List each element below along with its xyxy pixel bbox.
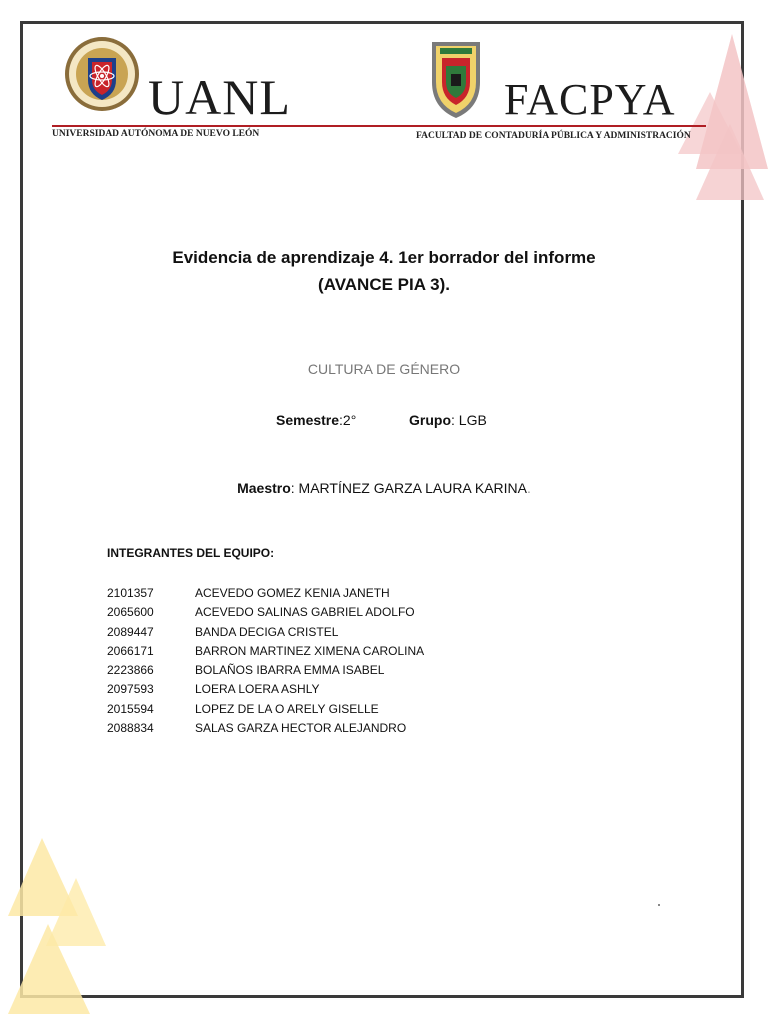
list-item [107,642,424,661]
grupo-label: Grupo [409,412,451,428]
facpya-seal-icon [424,38,488,120]
member-name: BARRON MARTINEZ XIMENA CAROLINA [195,643,425,658]
list-item [107,661,424,680]
list-item [107,680,424,699]
facpya-full-name: FACULTAD DE CONTADURÍA PÚBLICA Y ADMINISTRACIÓN [416,131,691,141]
semestre-field [276,412,356,428]
member-id: 2066171 [107,643,154,658]
semestre-value: :2° [339,412,357,428]
member-id: 2101357 [107,586,154,600]
member-name: BANDA DECIGA CRISTEL [195,624,339,639]
member-id: 2065600 [107,605,154,620]
grupo-value: : LGB [451,412,487,428]
stray-mark [658,904,660,906]
page-frame [20,21,744,998]
list-item [107,603,424,622]
list-item [107,584,424,603]
uanl-full-name: UNIVERSIDAD AUTÓNOMA DE NUEVO LEÓN [52,129,260,139]
member-id: 2097593 [107,682,154,697]
decorative-triangles-red [670,34,768,204]
member-name: SALAS GARZA HECTOR ALEJANDRO [195,721,407,736]
grupo-field [409,412,487,428]
list-item [107,700,424,719]
title-line-1: Evidencia de aprendizaje 4. 1er borrador del informe [172,248,596,267]
list-item [107,623,424,642]
uanl-seal-icon [64,36,140,112]
member-name: LOPEZ DE LA O ARELY GISELLE [195,701,379,716]
member-name: ACEVEDO GOMEZ KENIA JANETH [195,586,390,600]
member-id: 2015594 [107,701,154,716]
member-name: LOERA LOERA ASHLY [195,682,320,697]
maestro-trail: . [527,480,531,496]
subject-name: CULTURA DE GÉNERO [307,361,461,377]
maestro-label: Maestro [237,480,291,496]
maestro-value: : MARTÍNEZ GARZA LAURA KARINA [290,480,528,496]
team-title: INTEGRANTES DEL EQUIPO: [107,546,275,560]
list-item [107,719,424,738]
uanl-wordmark: UANL [148,69,291,125]
header-divider [274,125,706,127]
member-id: 2089447 [107,624,154,639]
document-title [100,244,668,298]
uanl-divider [52,125,274,127]
facpya-wordmark: FACPYA [504,75,676,124]
member-name: ACEVEDO SALINAS GABRIEL ADOLFO [195,605,415,620]
member-name: BOLAÑOS IBARRA EMMA ISABEL [195,663,385,678]
member-id: 2088834 [107,721,154,736]
title-line-2: (AVANCE PIA 3). [318,275,450,294]
maestro-field [100,480,668,496]
semestre-label: Semestre [276,412,340,428]
decorative-triangles-yellow [8,838,112,1014]
member-id: 2223866 [107,663,154,678]
members-list [107,584,424,738]
